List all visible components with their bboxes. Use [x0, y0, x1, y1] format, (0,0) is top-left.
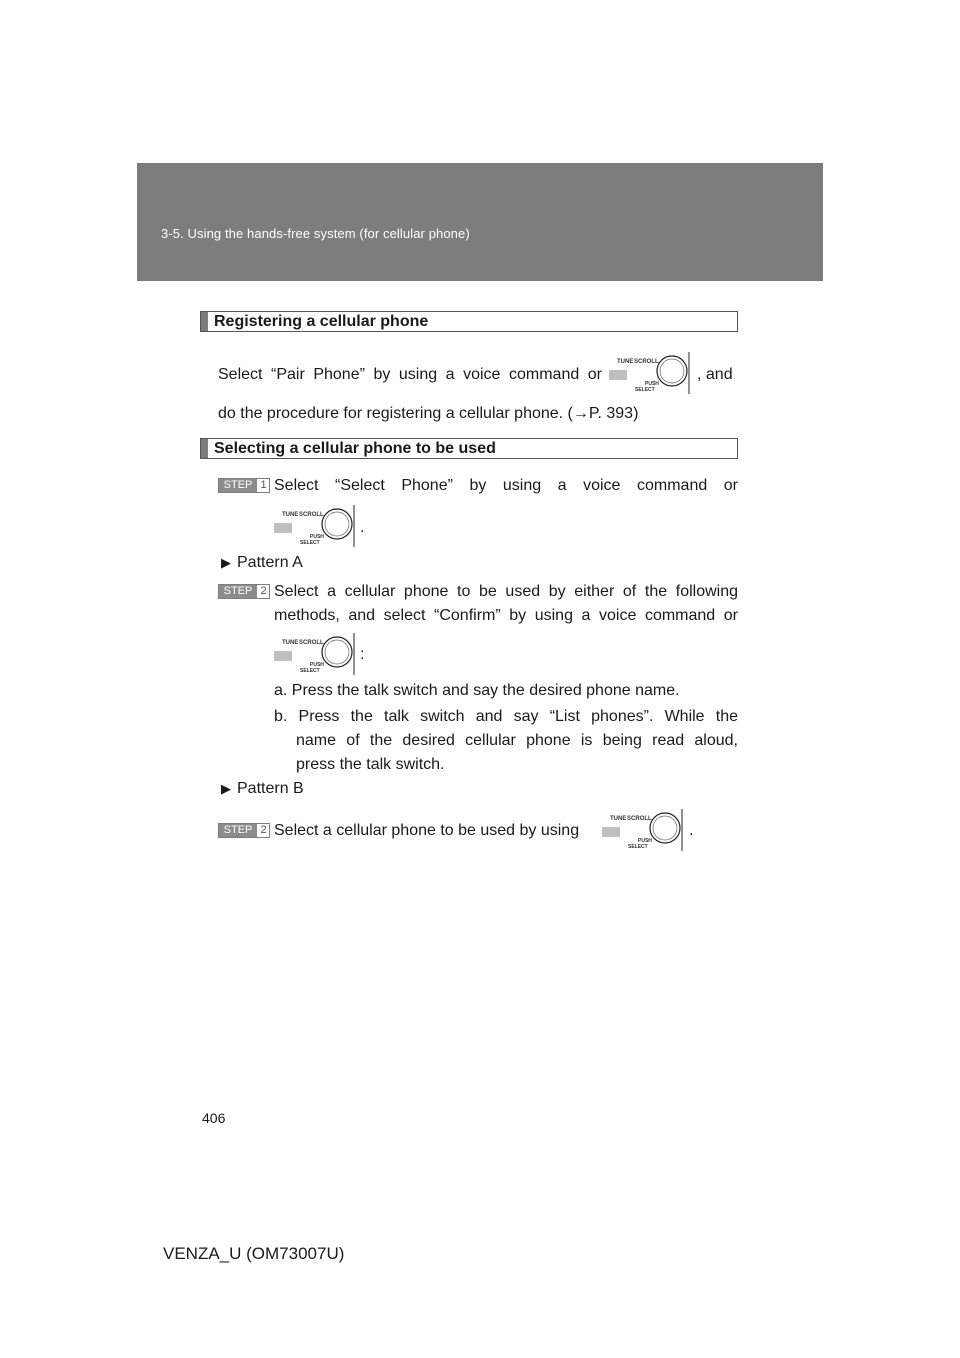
- step1-after-knob: .: [360, 519, 365, 536]
- step2a-item-a: a. Press the talk switch and say the desired phone name.: [274, 682, 680, 699]
- step2a-text-line2: methods, and select “Confirm” by using a voice command or: [274, 607, 738, 624]
- chapter-title: 3-5. Using the hands-free system (for cellular phone): [161, 226, 470, 241]
- step-badge: [218, 823, 270, 838]
- knob-push-text: PUSH: [638, 838, 652, 844]
- step2a-item-b-line3: press the talk switch.: [296, 756, 445, 773]
- knob-tune-text: TUNE: [282, 640, 299, 646]
- step-badge: [218, 478, 270, 493]
- knob-scroll-text: SCROLL: [634, 359, 659, 365]
- step2b-text: Select a cellular phone to be used by using: [274, 822, 580, 839]
- tune-scroll-knob-icon: [607, 352, 691, 394]
- register-text-after-knob: , and: [697, 366, 733, 383]
- step-badge-label: STEP: [219, 479, 257, 492]
- knob-tune-text: TUNE: [282, 512, 299, 518]
- knob-push-text: PUSH: [310, 662, 324, 668]
- step2a-text-line1: Select a cellular phone to be used by either of the following: [274, 583, 738, 600]
- step-badge-label: STEP: [219, 824, 257, 837]
- chapter-header: [137, 163, 823, 281]
- step-badge: [218, 584, 270, 599]
- step2b-after-knob: .: [689, 822, 694, 839]
- tune-scroll-knob-icon: [272, 505, 356, 547]
- step-badge-number: 2: [260, 824, 267, 836]
- register-text-line2: do the procedure for registering a cellular phone. (→P. 393): [218, 405, 639, 422]
- knob-push-text: PUSH: [310, 534, 324, 540]
- pattern-a-text: Pattern A: [237, 554, 303, 571]
- step2a-item-b-line1: b. Press the talk switch and say “List phones”. While the: [274, 708, 738, 725]
- right-pointer-icon: ▶: [221, 555, 231, 570]
- section-heading-selecting: Selecting a cellular phone to be used: [200, 438, 738, 459]
- page-number: 406: [202, 1110, 226, 1126]
- tune-scroll-knob-icon: [272, 633, 356, 675]
- step2a-after-knob: :: [360, 646, 365, 663]
- section-heading-registering: Registering a cellular phone: [200, 311, 738, 332]
- step2a-item-b-line2: name of the desired cellular phone is being read aloud,: [296, 732, 738, 749]
- knob-select-text: SELECT: [635, 387, 655, 393]
- tune-scroll-knob-icon: [600, 809, 684, 851]
- right-pointer-icon: ▶: [221, 781, 231, 796]
- step1-text: Select “Select Phone” by using a voice command or: [274, 477, 738, 494]
- knob-tune-text: TUNE: [610, 816, 627, 822]
- step-badge-number: 2: [260, 585, 267, 597]
- knob-select-text: SELECT: [628, 844, 648, 850]
- knob-select-text: SELECT: [300, 668, 320, 674]
- pattern-b-label: [221, 778, 304, 800]
- knob-select-text: SELECT: [300, 540, 320, 546]
- register-text-line1: Select “Pair Phone” by using a voice command or: [218, 366, 602, 383]
- step-badge-label: STEP: [219, 585, 257, 598]
- pattern-a-label: [221, 552, 303, 574]
- knob-scroll-text: SCROLL: [627, 816, 652, 822]
- knob-scroll-text: SCROLL: [299, 512, 324, 518]
- knob-scroll-text: SCROLL: [299, 640, 324, 646]
- document-code: VENZA_U (OM73007U): [163, 1244, 345, 1263]
- knob-push-text: PUSH: [645, 381, 659, 387]
- knob-tune-text: TUNE: [617, 359, 634, 365]
- pattern-b-text: Pattern B: [237, 780, 304, 797]
- step-badge-number: 1: [260, 479, 267, 491]
